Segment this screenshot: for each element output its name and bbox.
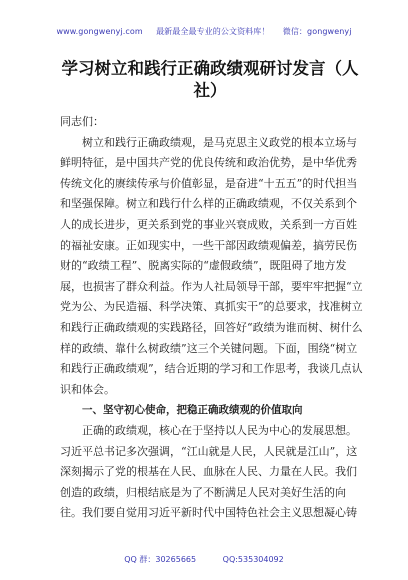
footer-qq-group: QQ 群：30265665 <box>124 555 197 564</box>
header-slogan: 最新最全最专业的公文资料库！ <box>156 27 270 36</box>
header-website[interactable]: www.gongwenyj.com <box>56 27 143 36</box>
page-header <box>0 26 408 37</box>
header-wechat: 微信：gongwenyj <box>282 27 352 36</box>
section-heading: 一、坚守初心使命，把稳正确政绩观的价值取向 <box>82 404 303 417</box>
document-body <box>60 112 365 524</box>
greeting: 同志们： <box>60 115 104 128</box>
page-footer <box>0 554 408 565</box>
document-title: 学习树立和践行正确政绩观研讨发言（人社） <box>61 59 359 100</box>
paragraph-section-1: 正确的政绩观，核心在于坚持以人民为中心的发展思想。习近平总书记多次强调，“江山就是人民，人民就是江山”，这深刻揭示了党的根基在人民、血脉在人民、力量在人民。我们创造的政绩，归根结底是为了不断满足人民对美好生活的向往。我们要自觉用习近平新时代中国特色社会主义思想凝心铸 <box>60 423 358 520</box>
paragraph-intro: 树立和践行正确政绩观，是马克思主义政党的根本立场与鲜明特征，是中国共产党的优良传统和政治优势，是中华优秀传统文化的赓续传承与价值彰显，是奋进“十五五”的时代担当和坚强保障。树立和践行什么样的正确政绩观，不仅关系到个人的成长进步，更关系到党的事业兴衰成败，关系到一方百姓的福祉安康。正如现实中，一些干部因政绩观偏差，搞劳民伤财的“政绩工程”、脱离实际的“虚假政绩”，既阻碍了地方发展，也损害了群众利益。作为人社局领导干部，要牢牢把握“立党为公、为民造福、科学决策、真抓实干”的总要求，找准树立和践行正确政绩观的实践路径，回答好“政绩为谁而树、树什么样的政绩、靠什么树政绩”这三个关键问题。下面，围绕“树立和践行正确政绩观”，结合近期的学习和工作思考，我谈几点认识和体会。 <box>60 135 363 396</box>
footer-qq: QQ:535304092 <box>222 555 284 564</box>
